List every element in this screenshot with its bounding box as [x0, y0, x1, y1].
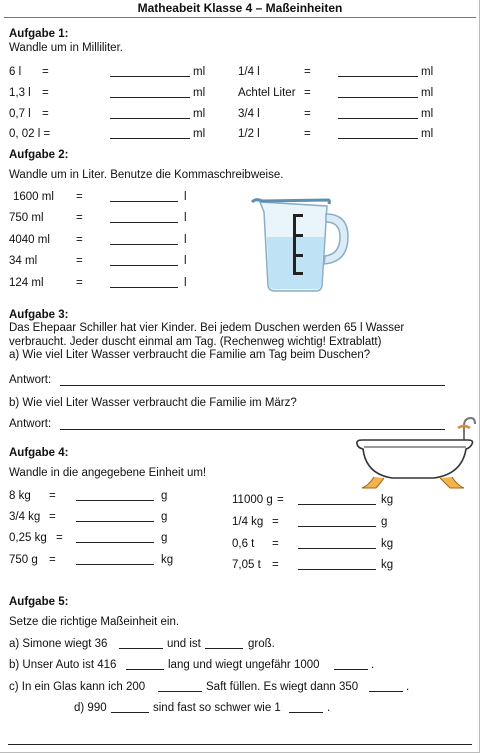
task1-right-value: 1/2 l — [238, 128, 260, 140]
task2-instruction: Wandle um in Liter. Benutze die Kommaschreibweise. — [9, 169, 284, 181]
task1-right-unit: ml — [421, 66, 434, 78]
task1-right-value: 1/4 l — [238, 66, 260, 78]
task5-sentence-d-part: d) 990 — [74, 702, 107, 714]
task1-left-value: 6 l — [9, 66, 22, 78]
task5-instruction: Setze die richtige Maßeinheit ein. — [9, 616, 180, 628]
task1-left-eq: = — [42, 108, 49, 120]
task2-unit: l — [184, 255, 187, 267]
task1-right-eq: = — [304, 87, 311, 99]
task4-left-eq: = — [49, 554, 56, 566]
task1-left-eq: = — [42, 66, 49, 78]
task2-value: 124 ml — [9, 277, 44, 289]
task4-left-value: 0,25 kg — [9, 532, 47, 544]
measuring-jug-icon — [250, 192, 350, 292]
task5-sentence-c-part: Saft füllen. Es wiegt dann 350 — [206, 681, 359, 693]
task3-question-a: a) Wie viel Liter Wasser verbraucht die Familie am Tag beim Duschen? — [9, 349, 371, 361]
task4-left-eq: = — [49, 511, 56, 523]
task1-instruction: Wandle um in Milliliter. — [9, 42, 123, 54]
answer-blank[interactable] — [298, 548, 376, 549]
answer-blank[interactable] — [369, 691, 403, 692]
task4-right-eq: = — [277, 494, 284, 506]
title-divider — [4, 17, 476, 18]
answer-blank[interactable] — [111, 712, 149, 713]
task1-left-value: 0, 02 l = — [9, 128, 51, 140]
task5-sentence-a-part: und ist — [167, 638, 201, 650]
answer-blank[interactable] — [298, 569, 376, 570]
task2-unit: l — [184, 212, 187, 224]
answer-blank[interactable] — [338, 138, 418, 139]
answer-blank[interactable] — [126, 669, 164, 670]
task4-left-unit: g — [161, 532, 168, 544]
task1-right-value: 3/4 l — [238, 108, 260, 120]
answer-blank[interactable] — [76, 542, 154, 543]
task2-heading: Aufgabe 2: — [9, 149, 69, 161]
task2-value: 34 ml — [9, 255, 38, 267]
task3-heading: Aufgabe 3: — [9, 309, 69, 321]
task2-value: 750 ml — [9, 212, 44, 224]
task5-sentence-c-part: c) In ein Glas kann ich 200 — [9, 681, 146, 693]
task4-left-unit: g — [161, 511, 168, 523]
answer-blank[interactable] — [110, 118, 190, 119]
answer-blank[interactable] — [110, 201, 178, 202]
bottom-rule — [8, 744, 472, 745]
answer-blank[interactable] — [338, 118, 418, 119]
answer-blank[interactable] — [110, 76, 190, 77]
task1-left-value: 1,3 l — [9, 87, 31, 99]
answer-blank[interactable] — [338, 76, 418, 77]
task4-right-unit: kg — [381, 538, 394, 550]
task1-heading: Aufgabe 1: — [9, 28, 69, 40]
task1-right-unit: ml — [421, 128, 434, 140]
task2-unit: l — [184, 191, 187, 203]
task3-text: verbraucht. Jeder duscht einmal am Tag. (Rechenweg wichtig! Extrablatt) — [9, 336, 382, 348]
task5-sentence-d-part: sind fast so schwer wie 1 — [153, 702, 281, 714]
task1-left-unit: ml — [193, 87, 206, 99]
task4-right-value: 11000 g — [232, 494, 273, 506]
task4-heading: Aufgabe 4: — [9, 447, 69, 459]
task5-sentence-d-part: . — [327, 702, 331, 714]
task3-text: Das Ehepaar Schiller hat vier Kinder. Bei jedem Duschen werden 65 l Wasser — [9, 322, 405, 334]
task5-heading: Aufgabe 5: — [9, 596, 69, 608]
answer-blank[interactable] — [338, 97, 418, 98]
answer-blank[interactable] — [289, 712, 323, 713]
task4-instruction: Wandle in die angegebene Einheit um! — [9, 467, 207, 479]
task4-right-eq: = — [272, 516, 279, 528]
task4-right-value: 0,6 t — [232, 538, 255, 550]
task4-right-eq: = — [272, 538, 279, 550]
task2-unit: l — [184, 277, 187, 289]
answer-line[interactable] — [60, 385, 445, 386]
task5-sentence-b-part: . — [371, 659, 375, 671]
task3-question-b: b) Wie viel Liter Wasser verbraucht die Familie im März? — [9, 397, 297, 409]
answer-label: Antwort: — [9, 374, 52, 386]
answer-blank[interactable] — [110, 287, 178, 288]
task4-left-unit: kg — [161, 554, 174, 566]
task5-sentence-a-part: groß. — [248, 638, 275, 650]
answer-blank[interactable] — [298, 526, 376, 527]
task4-right-unit: kg — [381, 494, 394, 506]
page-title: Matheabeit Klasse 4 – Maßeinheiten — [137, 1, 343, 15]
answer-blank[interactable] — [110, 222, 178, 223]
task1-right-value: Achtel Liter — [238, 87, 296, 99]
task1-right-eq: = — [304, 66, 311, 78]
task2-eq: = — [76, 212, 83, 224]
task4-right-value: 7,05 t — [232, 559, 261, 571]
answer-blank[interactable] — [110, 97, 190, 98]
task4-left-unit: g — [161, 490, 168, 502]
task1-left-unit: ml — [193, 108, 206, 120]
task4-right-unit: kg — [381, 559, 394, 571]
answer-blank[interactable] — [110, 244, 178, 245]
task4-right-eq: = — [272, 559, 279, 571]
answer-blank[interactable] — [205, 648, 243, 649]
answer-blank[interactable] — [76, 564, 154, 565]
task4-right-value: 1/4 kg — [232, 516, 264, 528]
task2-eq: = — [76, 234, 83, 246]
bathtub-icon — [354, 414, 476, 492]
task1-right-unit: ml — [421, 108, 434, 120]
task4-left-eq: = — [56, 532, 63, 544]
answer-blank[interactable] — [76, 500, 154, 501]
task5-sentence-a-part: a) Simone wiegt 36 — [9, 638, 108, 650]
task1-right-eq: = — [304, 128, 311, 140]
task1-left-unit: ml — [193, 66, 206, 78]
task5-sentence-c-part: . — [406, 681, 410, 693]
task4-right-unit: g — [381, 516, 388, 528]
task4-left-value: 8 kg — [9, 490, 31, 502]
answer-blank[interactable] — [298, 504, 376, 505]
answer-blank[interactable] — [76, 521, 154, 522]
answer-blank[interactable] — [158, 691, 202, 692]
task5-sentence-b-part: b) Unser Auto ist 416 — [9, 659, 117, 671]
task2-eq: = — [76, 191, 83, 203]
task1-right-eq: = — [304, 108, 311, 120]
task2-value: 4040 ml — [9, 234, 50, 246]
answer-blank[interactable] — [110, 138, 190, 139]
task4-left-eq: = — [49, 490, 56, 502]
task5-sentence-b-part: lang und wiegt ungefähr 1000 — [168, 659, 320, 671]
answer-blank[interactable] — [110, 265, 178, 266]
task2-eq: = — [76, 277, 83, 289]
task4-left-value: 750 g — [9, 554, 38, 566]
task1-left-eq: = — [42, 87, 49, 99]
task2-unit: l — [184, 234, 187, 246]
task1-left-unit: ml — [193, 128, 206, 140]
task2-value: 1600 ml — [13, 191, 54, 203]
task1-left-value: 0,7 l — [9, 108, 31, 120]
answer-label: Antwort: — [9, 418, 52, 430]
task1-right-unit: ml — [421, 87, 434, 99]
answer-blank[interactable] — [334, 669, 368, 670]
task2-eq: = — [76, 255, 83, 267]
answer-blank[interactable] — [119, 648, 163, 649]
task4-left-value: 3/4 kg — [9, 511, 41, 523]
